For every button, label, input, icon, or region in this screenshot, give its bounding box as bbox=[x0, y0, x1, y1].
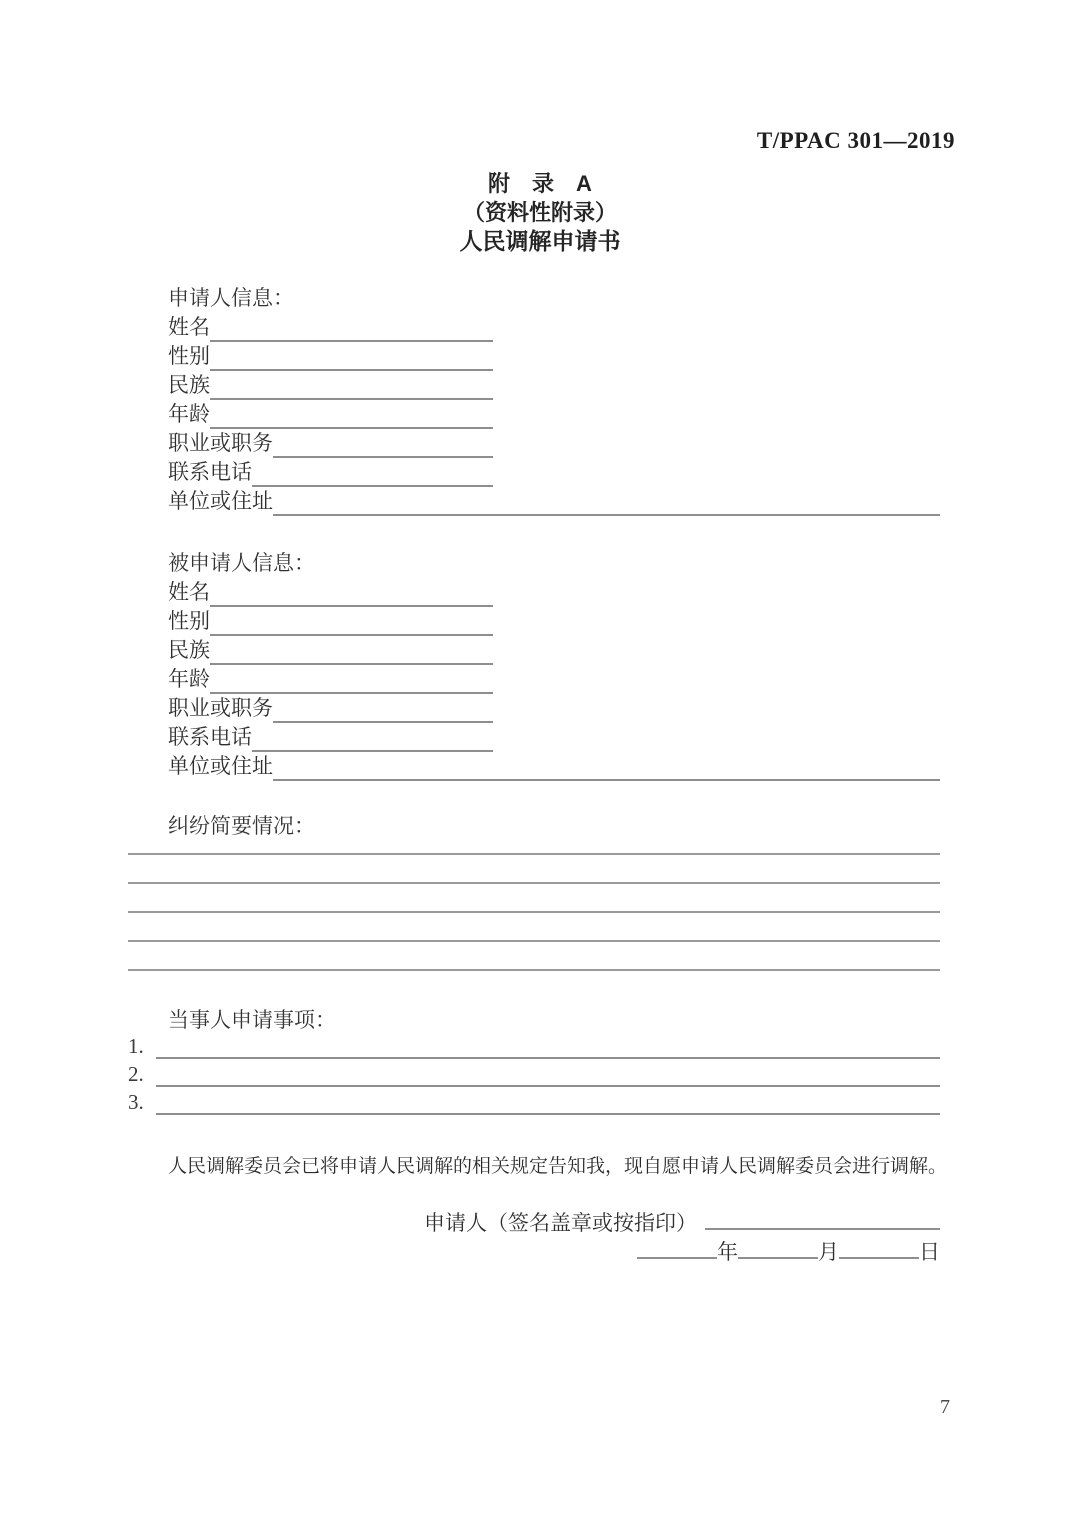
name-write-line bbox=[210, 313, 493, 342]
year-label: 年 bbox=[717, 1240, 738, 1264]
appendix-title: 附 录 A bbox=[488, 171, 592, 196]
signature-row bbox=[128, 1209, 940, 1238]
phone-write-line bbox=[252, 458, 493, 487]
age-write-line bbox=[210, 665, 493, 694]
field-row-age bbox=[128, 665, 493, 694]
ethnicity-write-line bbox=[210, 636, 493, 665]
field-row-phone bbox=[128, 458, 493, 487]
field-row-ethnicity bbox=[128, 636, 493, 665]
dispute-write-line bbox=[128, 884, 940, 913]
signature-label: 申请人（签名盖章或按指印） bbox=[424, 1211, 697, 1235]
field-label-phone: 联系电话 bbox=[168, 725, 252, 749]
address-write-line bbox=[273, 487, 940, 516]
request-section bbox=[128, 1006, 940, 1115]
item-number: 2. bbox=[128, 1062, 144, 1086]
dispute-write-line bbox=[128, 855, 940, 884]
day-write-line bbox=[839, 1238, 919, 1259]
signature-write-line bbox=[705, 1209, 940, 1230]
field-row-address bbox=[128, 752, 940, 781]
gender-write-line bbox=[210, 607, 493, 636]
item-number: 3. bbox=[128, 1090, 144, 1114]
phone-write-line bbox=[252, 723, 493, 752]
occupation-write-line bbox=[273, 694, 493, 723]
respondent-section-heading: 被申请人信息： bbox=[168, 551, 315, 575]
form-title: 人民调解申请书 bbox=[459, 228, 621, 254]
dispute-write-line bbox=[128, 913, 940, 942]
field-label-ethnicity: 民族 bbox=[168, 373, 210, 397]
field-label-ethnicity: 民族 bbox=[168, 638, 210, 662]
occupation-write-line bbox=[273, 429, 493, 458]
dispute-write-line bbox=[128, 942, 940, 971]
year-write-line bbox=[637, 1238, 717, 1259]
title-block bbox=[0, 169, 1080, 256]
field-label-gender: 性别 bbox=[168, 609, 210, 633]
request-write-line bbox=[156, 1035, 940, 1059]
field-label-age: 年龄 bbox=[168, 402, 210, 426]
field-row-ethnicity bbox=[128, 371, 493, 400]
field-row-address bbox=[128, 487, 940, 516]
respondent-info-section bbox=[128, 549, 940, 781]
field-label-occupation: 职业或职务 bbox=[168, 696, 273, 720]
request-item-row bbox=[128, 1059, 940, 1087]
request-write-line bbox=[156, 1087, 940, 1115]
dispute-write-line bbox=[128, 841, 940, 855]
field-row-name bbox=[128, 313, 493, 342]
field-row-occupation bbox=[128, 429, 493, 458]
field-label-address: 单位或住址 bbox=[168, 489, 273, 513]
dispute-write-area bbox=[128, 841, 940, 971]
field-row-occupation bbox=[128, 694, 493, 723]
request-item-row bbox=[128, 1087, 940, 1115]
page-number: 7 bbox=[940, 1396, 950, 1418]
field-label-name: 姓名 bbox=[168, 580, 210, 604]
field-label-phone: 联系电话 bbox=[168, 460, 252, 484]
address-write-line bbox=[273, 752, 940, 781]
field-label-occupation: 职业或职务 bbox=[168, 431, 273, 455]
item-number: 1. bbox=[128, 1034, 144, 1058]
field-label-age: 年龄 bbox=[168, 667, 210, 691]
field-label-address: 单位或住址 bbox=[168, 754, 273, 778]
field-row-gender bbox=[128, 607, 493, 636]
field-row-gender bbox=[128, 342, 493, 371]
date-row bbox=[128, 1238, 940, 1267]
applicant-info-section bbox=[128, 284, 940, 516]
gender-write-line bbox=[210, 342, 493, 371]
form-body bbox=[128, 284, 948, 1267]
dispute-section-heading: 纠纷简要情况： bbox=[168, 814, 315, 838]
field-label-name: 姓名 bbox=[168, 315, 210, 339]
field-row-age bbox=[128, 400, 493, 429]
request-item-row bbox=[128, 1035, 940, 1059]
field-label-gender: 性别 bbox=[168, 344, 210, 368]
age-write-line bbox=[210, 400, 493, 429]
request-write-line bbox=[156, 1059, 940, 1087]
appendix-note: （资料性附录） bbox=[462, 200, 617, 225]
applicant-section-heading: 申请人信息： bbox=[168, 286, 294, 310]
day-label: 日 bbox=[919, 1240, 940, 1264]
month-label: 月 bbox=[818, 1240, 839, 1264]
name-write-line bbox=[210, 578, 493, 607]
field-row-name bbox=[128, 578, 493, 607]
declaration-text: 人民调解委员会已将申请人民调解的相关规定告知我，现自愿申请人民调解委员会进行调解。 bbox=[168, 1156, 948, 1177]
month-write-line bbox=[738, 1238, 818, 1259]
standard-number: T/PPAC 301—2019 bbox=[756, 128, 955, 153]
ethnicity-write-line bbox=[210, 371, 493, 400]
request-section-heading: 当事人申请事项： bbox=[168, 1008, 336, 1032]
field-row-phone bbox=[128, 723, 493, 752]
